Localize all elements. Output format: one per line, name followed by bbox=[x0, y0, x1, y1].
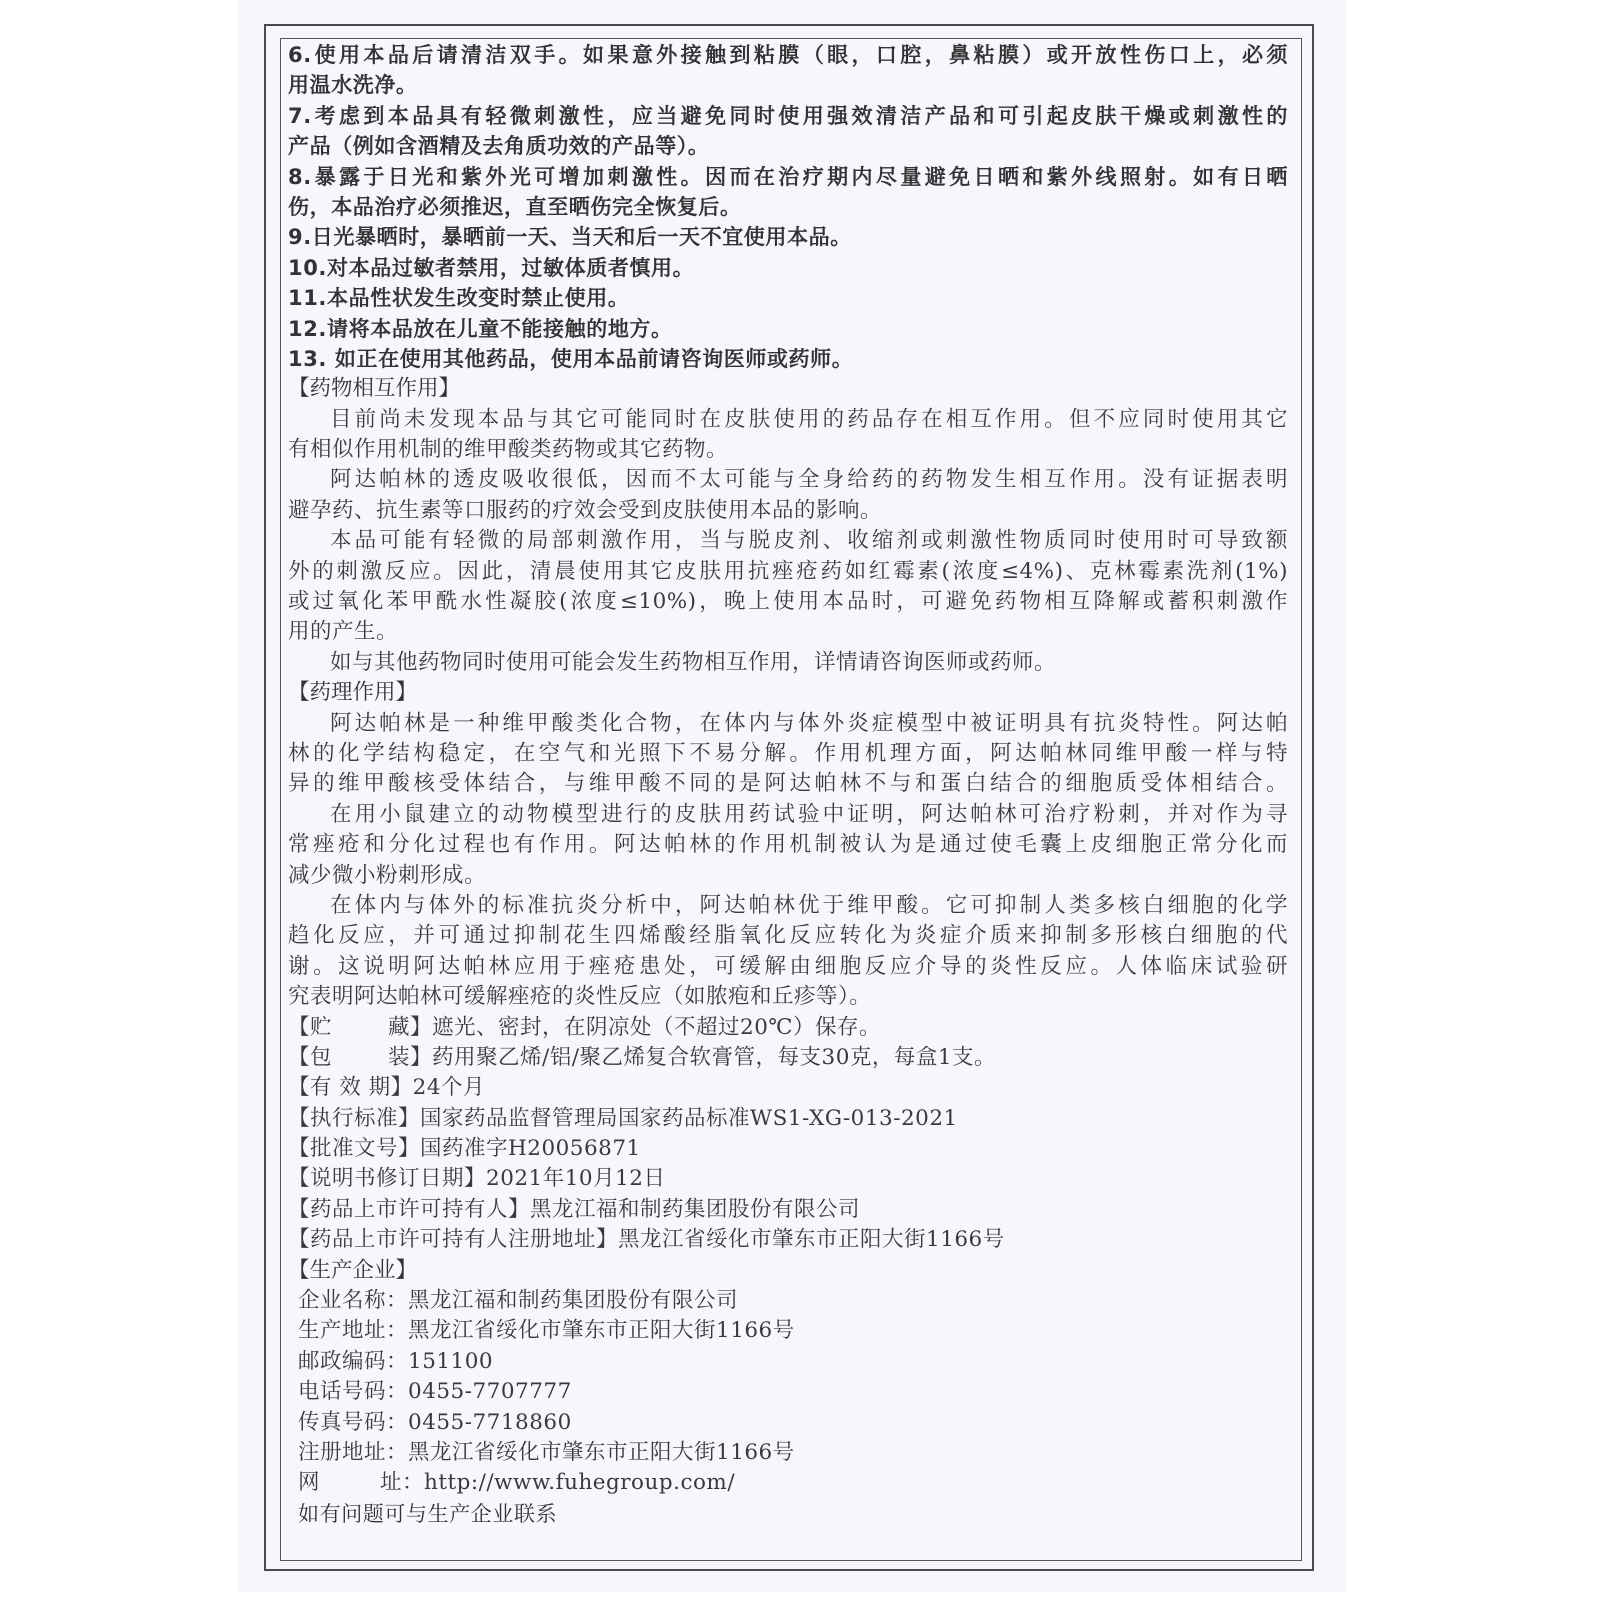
precaution-10: 10.对本品过敏者禁用，过敏体质者慎用。 bbox=[288, 255, 695, 280]
manufacturer-registered-address: 注册地址：黑龙江省绥化市肇东市正阳大街1166号 bbox=[298, 1439, 795, 1465]
mah-address-value: 黑龙江省绥化市肇东市正阳大街1166号 bbox=[618, 1227, 1005, 1253]
interactions-line: 或过氧化苯甲酰水性凝胶(浓度≤10%)，晚上使用本品时，可避免药物相互降解或蓄积刺激作 bbox=[288, 589, 1288, 615]
precaution-13: 13. 如正在使用其他药品，使用本品前请咨询医师或药师。 bbox=[288, 346, 854, 371]
pharmacology-line: 减少微小粉刺形成。 bbox=[288, 862, 487, 888]
pharmacology-line: 常痤疮和分化过程也有作用。阿达帕林的作用机制被认为是通过使毛囊上皮细胞正常分化而 bbox=[288, 832, 1288, 858]
precaution-6: 6.使用本品后请清洁双手。如果意外接触到粘膜（眼，口腔，鼻粘膜）或开放性伤口上，必须 用温水洗净。 bbox=[288, 40, 1288, 101]
precaution-9: 9.日光暴晒时，暴晒前一天、当天和后一天不宜使用本品。 bbox=[288, 225, 852, 250]
website-link: http://www.fuhegroup.com/ bbox=[424, 1470, 736, 1496]
pharmacology-line: 林的化学结构稳定，在空气和光照下不易分解。作用机理方面，阿达帕林同维甲酸一样与特 bbox=[288, 740, 1288, 766]
pharmacology-line: 异的维甲酸核受体结合，与维甲酸不同的是阿达帕林不与和蛋白结合的细胞质受体相结合。 bbox=[288, 771, 1288, 797]
package-value: 药用聚乙烯/铝/聚乙烯复合软膏管，每支30克，每盒1支。 bbox=[432, 1044, 997, 1070]
precaution-12: 12.请将本品放在儿童不能接触的地方。 bbox=[288, 316, 673, 341]
interactions-line: 用的产生。 bbox=[288, 619, 399, 645]
shelf-life-value: 24个月 bbox=[412, 1075, 486, 1101]
pharmacology-line: 趋化反应，并可通过抑制花生四烯酸经脂氧化反应转化为炎症介质来抑制多形核白细胞的代 bbox=[288, 923, 1288, 949]
standard-value: 国家药品监督管理局国家药品标准WS1-XG-013-2021 bbox=[420, 1105, 958, 1131]
precaution-6-line-2: 用温水洗净。 bbox=[288, 73, 418, 98]
pharmacology-line: 究表明阿达帕林可缓解痤疮的炎性反应（如脓疱和丘疹等）。 bbox=[288, 984, 872, 1010]
section-heading-manufacturer: 【生产企业】 bbox=[288, 1257, 418, 1283]
manufacturer-fax: 传真号码：0455-7718860 bbox=[298, 1409, 572, 1435]
insert-content bbox=[288, 40, 1288, 1529]
precaution-7-line-2: 产品（例如含酒精及去角质功效的产品等）。 bbox=[288, 134, 710, 159]
field-revision-date: 【说明书修订日期】2021年10月12日 bbox=[288, 1166, 666, 1192]
precaution-7: 7.考虑到本品具有轻微刺激性，应当避免同时使用强效清洁产品和可引起皮肤干燥或刺激性的 产品（例如含酒精及去角质功效的产品等）。 bbox=[288, 101, 1288, 162]
precaution-11: 11.本品性状发生改变时禁止使用。 bbox=[288, 286, 630, 311]
interactions-line: 外的刺激反应。因此，清晨使用其它皮肤用抗痤疮药如红霉素(浓度≤4%)、克林霉素洗剂(1%) bbox=[288, 558, 1288, 584]
manufacturer-name: 企业名称：黑龙江福和制药集团股份有限公司 bbox=[298, 1288, 739, 1314]
interactions-line: 有相似作用机制的维甲酸类药物或其它药物。 bbox=[288, 437, 729, 463]
interactions-line: 目前尚未发现本品与其它可能同时在皮肤使用的药品存在相互作用。但不应同时使用其它 bbox=[330, 406, 1288, 432]
interactions-line: 如与其他药物同时使用可能会发生药物相互作用，详情请咨询医师或药师。 bbox=[330, 649, 1057, 675]
storage-value: 遮光、密封，在阴凉处（不超过20℃）保存。 bbox=[432, 1014, 881, 1040]
manufacturer-address: 生产地址：黑龙江省绥化市肇东市正阳大街1166号 bbox=[298, 1318, 795, 1344]
mah-value: 黑龙江福和制药集团股份有限公司 bbox=[530, 1196, 861, 1222]
precaution-8-line-2: 伤，本品治疗必须推迟，直至晒伤完全恢复后。 bbox=[288, 194, 742, 219]
field-shelf-life: 【有 效 期】24个月 bbox=[288, 1075, 486, 1101]
pharmacology-line: 在用小鼠建立的动物模型进行的皮肤用药试验中证明，阿达帕林可治疗粉刺，并对作为寻 bbox=[330, 801, 1288, 827]
approval-number-value: 国药准字H20056871 bbox=[420, 1136, 641, 1162]
interactions-line: 避孕药、抗生素等口服药的疗效会受到皮肤使用本品的影响。 bbox=[288, 497, 883, 523]
precaution-6-line-1: 使用本品后请清洁双手。如果意外接触到粘膜（眼，口腔，鼻粘膜）或开放性伤口上，必须 bbox=[311, 43, 1288, 67]
section-heading-interactions: 【药物相互作用】 bbox=[288, 376, 461, 402]
interactions-line: 阿达帕林的透皮吸收很低，因而不太可能与全身给药的药物发生相互作用。没有证据表明 bbox=[330, 467, 1288, 493]
precaution-7-line-1: 考虑到本品具有轻微刺激性，应当避免同时使用强效清洁产品和可引起皮肤干燥或刺激性的 bbox=[311, 103, 1288, 128]
revision-date-value: 2021年10月12日 bbox=[486, 1166, 666, 1192]
manufacturer-website: 网 址：http://www.fuhegroup.com/ bbox=[298, 1470, 736, 1496]
field-mah: 【药品上市许可持有人】黑龙江福和制药集团股份有限公司 bbox=[288, 1196, 861, 1222]
field-mah-address: 【药品上市许可持有人注册地址】黑龙江省绥化市肇东市正阳大街1166号 bbox=[288, 1227, 1005, 1253]
field-package: 【包 装】药用聚乙烯/铝/聚乙烯复合软膏管，每支30克，每盒1支。 bbox=[288, 1044, 997, 1070]
pharmacology-line: 阿达帕林是一种维甲酸类化合物，在体内与体外炎症模型中被证明具有抗炎特性。阿达帕 bbox=[330, 710, 1288, 736]
section-heading-pharmacology: 【药理作用】 bbox=[288, 680, 418, 706]
precaution-8: 8.暴露于日光和紫外光可增加刺激性。因而在治疗期内尽量避免日晒和紫外线照射。如有日晒 伤，本品治疗必须推迟，直至晒伤完全恢复后。 bbox=[288, 162, 1288, 223]
precaution-8-line-1: 暴露于日光和紫外光可增加刺激性。因而在治疗期内尽量避免日晒和紫外线照射。如有日晒 bbox=[311, 164, 1288, 189]
contact-footer: 如有问题可与生产企业联系 bbox=[298, 1501, 558, 1526]
field-standard: 【执行标准】国家药品监督管理局国家药品标准WS1-XG-013-2021 bbox=[288, 1105, 958, 1131]
field-storage: 【贮 藏】遮光、密封，在阴凉处（不超过20℃）保存。 bbox=[288, 1014, 881, 1040]
manufacturer-postcode: 邮政编码：151100 bbox=[298, 1348, 494, 1374]
manufacturer-phone: 电话号码：0455-7707777 bbox=[298, 1379, 572, 1405]
field-approval-number: 【批准文号】国药准字H20056871 bbox=[288, 1136, 641, 1162]
interactions-line: 本品可能有轻微的局部刺激作用，当与脱皮剂、收缩剂或刺激性物质同时使用时可导致额 bbox=[330, 528, 1288, 554]
pharmacology-line: 谢。这说明阿达帕林应用于痤疮患处，可缓解由细胞反应介导的炎性反应。人体临床试验研 bbox=[288, 953, 1288, 979]
pharmacology-line: 在体内与体外的标准抗炎分析中，阿达帕林优于维甲酸。它可抑制人类多核白细胞的化学 bbox=[330, 892, 1288, 918]
